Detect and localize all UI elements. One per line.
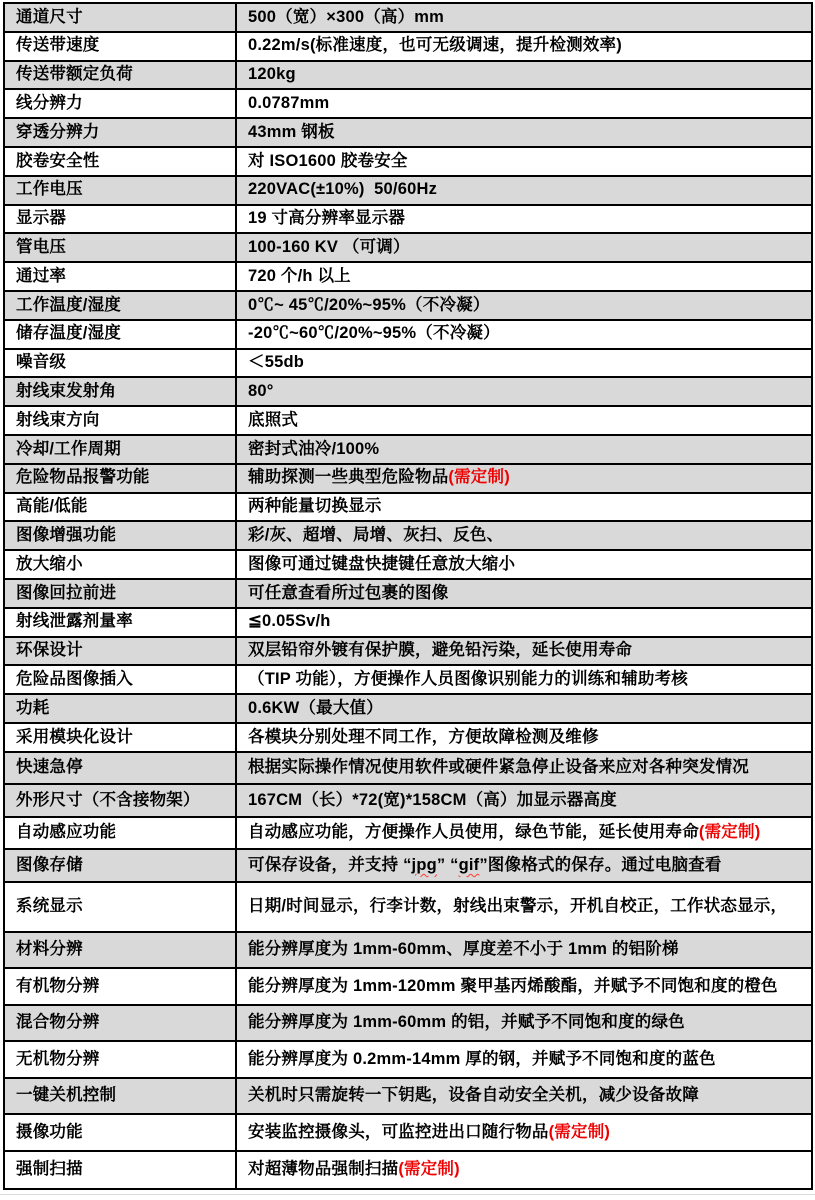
value-text: 日期/时间显示，行李计数，射线出束警示，开机自校正，工作状态显示， <box>248 897 788 915</box>
spec-label-cell <box>5 436 237 463</box>
spec-label: 自动感应功能 <box>16 823 117 842</box>
spec-label-cell <box>5 206 237 233</box>
spec-row <box>5 177 811 206</box>
spec-row <box>5 494 811 523</box>
spec-label-cell <box>5 177 237 204</box>
spec-value-cell <box>237 818 811 849</box>
spec-value-cell <box>237 1115 811 1150</box>
value-text: 120kg <box>248 65 296 84</box>
spec-label-cell <box>5 263 237 290</box>
spec-row <box>5 407 811 436</box>
spec-label-cell <box>5 148 237 175</box>
spec-label: 图像回拉前进 <box>16 583 117 602</box>
value-text: 对超薄物品强制扫描 <box>248 1160 399 1179</box>
value-text: 对 ISO1600 胶卷安全 <box>248 151 408 170</box>
spec-label-cell <box>5 119 237 146</box>
spec-label-cell <box>5 724 237 751</box>
spec-row <box>5 378 811 407</box>
spec-value-cell <box>237 522 811 549</box>
spec-value <box>248 467 510 488</box>
spec-row <box>5 292 811 321</box>
spec-label-cell <box>5 465 237 492</box>
spec-value <box>248 698 383 719</box>
spec-label-cell <box>5 551 237 578</box>
value-text: 可保存设备，并支持 “ <box>248 855 412 874</box>
spec-label: 传送带速度 <box>16 36 100 55</box>
spec-label: 图像存储 <box>16 855 83 874</box>
spec-label-cell <box>5 350 237 377</box>
spec-value <box>248 93 329 114</box>
spec-label: 图像增强功能 <box>16 526 117 545</box>
spec-value <box>248 1085 699 1106</box>
spec-value-cell <box>237 883 811 931</box>
value-text: 500（宽）×300（高）mm <box>248 7 445 26</box>
spec-value-cell <box>237 436 811 463</box>
spec-value <box>248 855 722 876</box>
spec-row <box>5 1115 811 1152</box>
custom-required-note: (需定制) <box>698 823 761 842</box>
spec-row <box>5 785 811 818</box>
spec-label-cell <box>5 1006 237 1041</box>
spec-label-cell <box>5 522 237 549</box>
spec-label-cell <box>5 666 237 693</box>
spec-row <box>5 695 811 724</box>
spec-value <box>248 1012 685 1033</box>
value-text: 0.6KW（最大值） <box>248 698 383 717</box>
spec-value <box>248 323 500 344</box>
value-text: 能分辨厚度为 1mm-60mm、厚度差不小于 1mm 的铝阶梯 <box>248 940 679 959</box>
spec-label: 材料分辨 <box>16 940 83 959</box>
spec-row <box>5 234 811 263</box>
spec-row <box>5 1152 811 1189</box>
spec-label: 无机物分辨 <box>16 1049 100 1068</box>
value-text: 自动感应功能，方便操作人员使用，绿色节能，延长使用寿命 <box>248 823 699 842</box>
spec-label: 射线束方向 <box>16 410 100 429</box>
spec-label: 危险品图像插入 <box>16 670 133 688</box>
spec-label-cell <box>5 62 237 89</box>
spec-label-cell <box>5 1079 237 1114</box>
spec-label-cell <box>5 785 237 816</box>
value-text: 双层铅帘外镀有保护膜，避免铅污染，延长使用寿命 <box>248 641 633 660</box>
spec-label-cell <box>5 969 237 1004</box>
spec-value-cell <box>237 785 811 816</box>
spec-row <box>5 818 811 851</box>
spec-value-cell <box>237 62 811 89</box>
spec-value <box>248 757 749 778</box>
spec-label: 采用模块化设计 <box>16 727 133 746</box>
spec-value-cell <box>237 177 811 204</box>
spec-label: 传送带额定负荷 <box>16 65 133 84</box>
spec-label: 摄像功能 <box>16 1122 83 1141</box>
value-text: 19 寸高分辨率显示器 <box>248 209 406 228</box>
spec-value <box>248 1122 610 1143</box>
spec-value <box>248 1159 460 1180</box>
spec-value <box>248 208 405 229</box>
spec-label: 通道尺寸 <box>16 7 83 26</box>
spec-label: 危险物品报警功能 <box>16 468 150 487</box>
spec-value-cell <box>237 850 811 881</box>
spec-value <box>248 237 410 258</box>
custom-required-note: (需定制) <box>448 468 510 487</box>
spec-label: 线分辨力 <box>16 94 83 113</box>
spec-label: 工作温度/湿度 <box>16 295 121 314</box>
spec-label: 穿透分辨力 <box>16 122 100 141</box>
spec-label-cell <box>5 580 237 607</box>
value-text: ≦0.05Sv/h <box>248 612 331 631</box>
spec-value <box>248 1049 716 1070</box>
value-text: 720 个/h 以上 <box>248 266 351 285</box>
spec-row <box>5 609 811 638</box>
spec-value-cell <box>237 1042 811 1077</box>
value-text: 能分辨厚度为 1mm-60mm 的铝，并赋予不同饱和度的绿色 <box>248 1013 685 1032</box>
spec-value <box>248 727 599 748</box>
spec-value-cell <box>237 724 811 751</box>
spec-label-cell <box>5 90 237 117</box>
spec-label-cell <box>5 494 237 521</box>
spec-value-cell <box>237 551 811 578</box>
spec-label-cell <box>5 933 237 968</box>
spellcheck-word: gif <box>458 855 480 874</box>
spec-value <box>248 976 778 997</box>
value-text: ＜55db <box>248 353 305 372</box>
spec-label: 有机物分辨 <box>16 976 100 995</box>
spec-label: 冷却/工作周期 <box>16 439 121 458</box>
value-text: 可任意查看所过包裹的图像 <box>248 583 449 602</box>
spec-label-cell <box>5 609 237 636</box>
value-text: （TIP 功能），方便操作人员图像识别能力的训练和辅助考核 <box>248 670 689 688</box>
spec-label: 显示器 <box>16 209 67 228</box>
spec-label: 强制扫描 <box>16 1160 83 1179</box>
spec-label: 胶卷安全性 <box>16 151 100 170</box>
spec-label-cell <box>5 638 237 665</box>
spec-value <box>248 410 298 431</box>
spec-row <box>5 90 811 119</box>
spec-value <box>248 381 274 402</box>
spec-label-cell <box>5 1042 237 1077</box>
spec-label: 噪音级 <box>16 353 67 372</box>
spec-label: 射线束发射角 <box>16 382 117 401</box>
spec-row <box>5 148 811 177</box>
spec-label-cell <box>5 4 237 31</box>
spec-value <box>248 352 304 373</box>
spec-value-cell <box>237 292 811 319</box>
spec-value <box>248 896 787 917</box>
spec-label: 工作电压 <box>16 180 83 199</box>
spec-value-cell <box>237 933 811 968</box>
spec-label: 系统显示 <box>16 897 83 915</box>
spec-value <box>248 439 379 460</box>
spec-value-cell <box>237 33 811 60</box>
spec-label-cell <box>5 883 237 931</box>
value-text: 密封式油冷/100% <box>248 439 380 458</box>
spec-value <box>248 939 679 960</box>
spec-value <box>248 266 351 287</box>
spec-row <box>5 933 811 970</box>
spec-value-cell <box>237 148 811 175</box>
spec-label: 外形尺寸（不含接物架） <box>16 790 200 809</box>
spec-value-cell <box>237 119 811 146</box>
spec-value <box>248 822 760 843</box>
spec-row <box>5 522 811 551</box>
value-text: 80° <box>248 382 274 401</box>
spec-label-cell <box>5 33 237 60</box>
spec-table <box>3 2 813 1190</box>
spec-value-cell <box>237 666 811 693</box>
value-text: 43mm 钢板 <box>248 122 335 141</box>
spec-row <box>5 33 811 62</box>
spec-label-cell <box>5 234 237 261</box>
spec-value-cell <box>237 969 811 1004</box>
spec-value <box>248 525 503 546</box>
value-text: 100-160 KV （可调） <box>248 238 410 257</box>
value-text: 能分辨厚度为 1mm-120mm 聚甲基丙烯酸酯，并赋予不同饱和度的橙色 <box>248 976 778 995</box>
spec-row <box>5 1006 811 1043</box>
spec-row <box>5 850 811 883</box>
spec-label-cell <box>5 407 237 434</box>
spec-label: 通过率 <box>16 266 67 285</box>
value-text: 安装监控摄像头，可监控进出口随行物品 <box>248 1122 549 1141</box>
spec-row <box>5 753 811 786</box>
spec-label-cell <box>5 292 237 319</box>
spec-value-cell <box>237 90 811 117</box>
spec-value <box>248 583 448 604</box>
spec-value <box>248 151 408 172</box>
spec-row <box>5 551 811 580</box>
value-text: 0.22m/s(标准速度，也可无级调速，提升检测效率) <box>248 36 622 55</box>
spec-label: 功耗 <box>16 698 50 717</box>
spec-value-cell <box>237 465 811 492</box>
spec-row <box>5 119 811 148</box>
spec-value-cell <box>237 4 811 31</box>
spec-value <box>248 64 296 85</box>
custom-required-note: (需定制) <box>398 1160 460 1179</box>
value-text: 0.0787mm <box>248 94 330 113</box>
spec-row <box>5 638 811 667</box>
spec-value-cell <box>237 1006 811 1041</box>
spec-label: 一键关机控制 <box>16 1086 117 1105</box>
spec-row <box>5 321 811 350</box>
spec-row <box>5 4 811 33</box>
spellcheck-word: jpg <box>411 855 437 874</box>
spec-value <box>248 7 444 28</box>
spec-value <box>248 496 382 517</box>
spec-value-cell <box>237 580 811 607</box>
spec-value-cell <box>237 753 811 784</box>
spec-label-cell <box>5 1115 237 1150</box>
spec-value <box>248 640 632 661</box>
spec-label: 管电压 <box>16 238 67 257</box>
spec-row <box>5 206 811 235</box>
value-text: 彩/灰、超增、局增、灰扫、反色、 <box>248 526 504 545</box>
value-text: ” “ <box>436 855 459 874</box>
spec-value-cell <box>237 350 811 377</box>
spec-value-cell <box>237 321 811 348</box>
spec-value <box>248 295 490 316</box>
spec-value-cell <box>237 378 811 405</box>
spec-value <box>248 554 515 575</box>
spec-value-cell <box>237 1152 811 1189</box>
spec-label-cell <box>5 850 237 881</box>
spec-label-cell <box>5 695 237 722</box>
spec-row <box>5 436 811 465</box>
spec-row <box>5 580 811 609</box>
spec-label: 射线泄露剂量率 <box>16 612 133 631</box>
spec-value-cell <box>237 494 811 521</box>
value-text: 辅助探测一些典型危险物品 <box>248 468 449 487</box>
spec-value-cell <box>237 1079 811 1114</box>
spec-row <box>5 883 811 933</box>
value-text: ”图像格式的保存。通过电脑查看 <box>479 855 722 874</box>
spec-label: 储存温度/湿度 <box>16 324 121 343</box>
spec-value-cell <box>237 263 811 290</box>
spec-row <box>5 724 811 753</box>
spec-value <box>248 790 617 811</box>
value-text: 根据实际操作情况使用软件或硬件紧急停止设备来应对各种突发情况 <box>248 758 749 777</box>
custom-required-note: (需定制) <box>548 1122 611 1141</box>
spec-label-cell <box>5 753 237 784</box>
spec-value-cell <box>237 609 811 636</box>
spec-label: 放大缩小 <box>16 554 83 573</box>
spec-row <box>5 969 811 1006</box>
spec-label: 环保设计 <box>16 641 83 660</box>
spec-label: 高能/低能 <box>16 497 88 516</box>
value-text: 底照式 <box>248 410 299 429</box>
spec-row <box>5 465 811 494</box>
spec-label: 混合物分辨 <box>16 1013 100 1032</box>
spec-label-cell <box>5 1152 237 1189</box>
spec-label-cell <box>5 378 237 405</box>
value-text: 167CM（长）*72(宽)*158CM（高）加显示器高度 <box>248 790 617 809</box>
spec-value-cell <box>237 206 811 233</box>
value-text: -20℃~60℃/20%~95%（不冷凝） <box>248 324 500 343</box>
spec-row <box>5 62 811 91</box>
spec-label-cell <box>5 321 237 348</box>
spec-value-cell <box>237 234 811 261</box>
spec-value <box>248 179 437 200</box>
spec-value <box>248 669 688 690</box>
value-text: 各模块分别处理不同工作，方便故障检测及维修 <box>248 727 599 746</box>
spec-row <box>5 263 811 292</box>
value-text: 图像可通过键盘快捷键任意放大缩小 <box>248 554 516 573</box>
value-text: 两种能量切换显示 <box>248 497 382 516</box>
page-bottom-rule <box>0 1194 815 1195</box>
spec-row <box>5 666 811 695</box>
spec-value-cell <box>237 407 811 434</box>
value-text: 能分辨厚度为 0.2mm-14mm 厚的钢，并赋予不同饱和度的蓝色 <box>248 1049 716 1068</box>
spec-value-cell <box>237 638 811 665</box>
value-text: 关机时只需旋转一下钥匙，设备自动安全关机，减少设备故障 <box>248 1086 699 1105</box>
spec-value <box>248 122 335 143</box>
spec-value-cell <box>237 695 811 722</box>
spec-row <box>5 1042 811 1079</box>
spec-label: 快速急停 <box>16 758 83 777</box>
spec-value <box>248 35 622 56</box>
value-text: 0℃~ 45℃/20%~95%（不冷凝） <box>248 295 490 314</box>
spec-label-cell <box>5 818 237 849</box>
spec-row <box>5 1079 811 1116</box>
spec-row <box>5 350 811 379</box>
value-text: 220VAC(±10%) 50/60Hz <box>248 180 438 199</box>
spec-value <box>248 611 331 632</box>
